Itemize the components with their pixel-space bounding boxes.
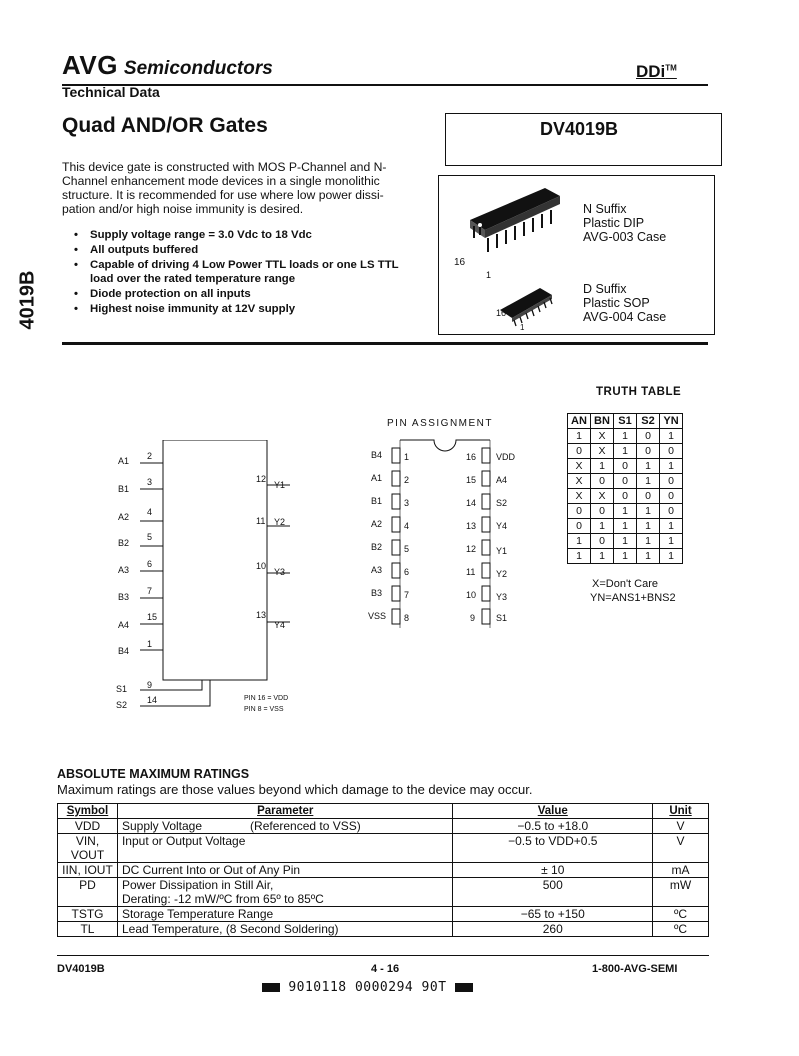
input-label-a2: A2 xyxy=(118,512,130,522)
table-cell: 0 xyxy=(614,489,637,504)
pin-num: 12 xyxy=(466,544,477,554)
trademark-mark: TM xyxy=(665,63,677,73)
pin-name: B1 xyxy=(371,496,383,506)
value-cell: −0.5 to +18.0 xyxy=(453,819,653,834)
package-suffix: N Suffix xyxy=(583,202,627,216)
pin-num: 1 xyxy=(147,639,153,649)
pin-name: B2 xyxy=(371,542,383,552)
table-row xyxy=(58,878,709,907)
brand-suffix: Semiconductors xyxy=(123,58,273,79)
column-header: Parameter xyxy=(117,804,453,819)
ddi-logo xyxy=(636,62,677,82)
pin-num: 5 xyxy=(404,544,410,554)
pin-num: 7 xyxy=(404,590,410,600)
parameter-cell: Input or Output Voltage xyxy=(117,834,453,863)
page-title: Quad AND/OR Gates xyxy=(62,114,268,137)
value-cell: −0.5 to VDD+0.5 xyxy=(453,834,653,863)
table-cell: 0 xyxy=(660,504,683,519)
section-label: Technical Data xyxy=(62,84,160,100)
brand-logo xyxy=(62,50,273,81)
unit-cell: mA xyxy=(653,863,709,878)
table-cell: 1 xyxy=(568,534,591,549)
column-header: Symbol xyxy=(58,804,118,819)
table-header-row xyxy=(58,804,709,819)
footer-phone: 1-800-AVG-SEMI xyxy=(592,963,678,975)
parameter-extra: (Referenced to VSS) xyxy=(250,819,361,833)
parameter-text: Supply Voltage xyxy=(121,819,203,833)
table-cell: 1 xyxy=(614,519,637,534)
barcode-line xyxy=(262,980,473,995)
feature-item: • Diode protection on all inputs xyxy=(74,287,404,301)
pin-name: A1 xyxy=(371,473,383,483)
table-cell: 0 xyxy=(568,504,591,519)
pin-num: 3 xyxy=(404,498,410,508)
feature-list xyxy=(74,228,404,317)
pin-num: 8 xyxy=(404,613,410,623)
table-cell: 1 xyxy=(568,429,591,444)
parameter-extra: Derating: -12 mW/ºC from 65º to 85ºC xyxy=(121,892,324,906)
package-case: AVG-003 Case xyxy=(583,230,667,244)
select-label-s2: S2 xyxy=(116,700,128,710)
pin-num: 1 xyxy=(404,452,410,462)
package-case: AVG-004 Case xyxy=(583,310,667,324)
table-cell: 1 xyxy=(614,534,637,549)
value-cell: 260 xyxy=(453,922,653,937)
pin-name: Y4 xyxy=(496,521,508,531)
table-cell: X xyxy=(568,489,591,504)
table-cell: 1 xyxy=(568,549,591,564)
power-note-vdd: PIN 16 = VDD xyxy=(244,695,289,702)
unit-cell: ºC xyxy=(653,907,709,922)
table-cell: 0 xyxy=(637,489,660,504)
table-cell: 1 xyxy=(614,429,637,444)
table-cell: 1 xyxy=(637,549,660,564)
dip-pin1-label: 1 xyxy=(486,270,492,280)
table-cell: X xyxy=(568,474,591,489)
symbol-cell: TSTG xyxy=(58,907,118,922)
input-label-b2: B2 xyxy=(118,538,130,548)
table-row xyxy=(568,474,683,489)
table-cell: X xyxy=(568,459,591,474)
barcode-text: 9010118 0000294 90T xyxy=(288,980,447,995)
pin-assignment-title: PIN ASSIGNMENT xyxy=(387,418,494,429)
section-rule xyxy=(62,342,708,345)
table-cell: 1 xyxy=(660,429,683,444)
pin-num: 6 xyxy=(404,567,410,577)
pin-name: A4 xyxy=(496,475,508,485)
table-cell: 1 xyxy=(591,549,614,564)
input-label-a3: A3 xyxy=(118,565,130,575)
parameter-cell xyxy=(117,878,453,907)
column-header: Value xyxy=(453,804,653,819)
column-header: Unit xyxy=(653,804,709,819)
pin-num: 4 xyxy=(404,521,410,531)
table-cell: 1 xyxy=(637,504,660,519)
pin-num: 15 xyxy=(147,612,158,622)
pin-name: VSS xyxy=(368,611,387,621)
pin-assignment-diagram xyxy=(390,438,500,634)
table-row xyxy=(58,907,709,922)
table-cell: 0 xyxy=(614,459,637,474)
pin-num: 2 xyxy=(147,451,153,461)
input-label-a4: A4 xyxy=(118,620,130,630)
pin-num: 4 xyxy=(147,507,153,517)
page-number: 4 - 16 xyxy=(371,963,400,975)
feature-item: • All outputs buffered xyxy=(74,243,404,257)
table-row xyxy=(58,819,709,834)
device-description: This device gate is constructed with MOS P-Channel and N-Channel enhancement mode devices in a single monolithic structure. It is recommended for use where low power dissi-pation and/or high noise immunity is desired. xyxy=(62,160,387,216)
table-row xyxy=(568,534,683,549)
pin-num: 13 xyxy=(466,521,477,531)
column-header: YN xyxy=(660,414,683,429)
table-cell: 1 xyxy=(637,459,660,474)
ratings-subtitle: Maximum ratings are those values beyond which damage to the device may occur. xyxy=(57,782,533,797)
table-cell: X xyxy=(591,489,614,504)
pin-name: Y1 xyxy=(496,546,508,556)
table-row xyxy=(568,429,683,444)
sop-pin16-label: 16 xyxy=(496,308,507,318)
pin-num: 12 xyxy=(256,474,267,484)
symbol-cell: TL xyxy=(58,922,118,937)
ratings-title: ABSOLUTE MAXIMUM RATINGS xyxy=(57,767,250,781)
output-label-y1: Y1 xyxy=(274,480,286,490)
pin-name: B3 xyxy=(371,588,383,598)
package-dip xyxy=(583,202,666,244)
table-row xyxy=(58,922,709,937)
unit-cell: V xyxy=(653,834,709,863)
symbol-cell: VDD xyxy=(58,819,118,834)
input-label-b3: B3 xyxy=(118,592,130,602)
pin-num: 2 xyxy=(404,475,410,485)
symbol-cell: VIN, VOUT xyxy=(58,834,118,863)
power-note-vss: PIN 8 = VSS xyxy=(244,706,284,713)
barcode-block xyxy=(262,983,280,992)
pin-num: 6 xyxy=(147,559,153,569)
parameter-cell: Lead Temperature, (8 Second Soldering) xyxy=(117,922,453,937)
table-row xyxy=(58,863,709,878)
table-cell: 0 xyxy=(660,474,683,489)
pin-num: 3 xyxy=(147,477,153,487)
table-cell: 0 xyxy=(591,474,614,489)
sop-package-image xyxy=(500,288,552,326)
pin-num: 16 xyxy=(466,452,477,462)
dip-pin16-label: 16 xyxy=(454,257,466,268)
unit-cell: ºC xyxy=(653,922,709,937)
part-number: DV4019B xyxy=(540,119,619,139)
unit-cell: mW xyxy=(653,878,709,907)
table-cell: 1 xyxy=(614,444,637,459)
parameter-cell xyxy=(117,819,453,834)
table-row xyxy=(568,549,683,564)
input-label-a1: A1 xyxy=(118,456,130,466)
side-tag-text: 4019B xyxy=(16,270,39,330)
pin-num: 15 xyxy=(466,475,477,485)
table-cell: 1 xyxy=(660,549,683,564)
truth-table xyxy=(567,413,683,564)
value-cell: −65 to +150 xyxy=(453,907,653,922)
pin-name: A3 xyxy=(371,565,383,575)
output-label-y2: Y2 xyxy=(274,517,286,527)
parameter-cell: DC Current Into or Out of Any Pin xyxy=(117,863,453,878)
footer-part-number: DV4019B xyxy=(57,963,105,975)
table-cell: 1 xyxy=(660,519,683,534)
table-row xyxy=(58,834,709,863)
package-illustrations xyxy=(450,180,575,330)
truth-table-note: X=Don't Care xyxy=(592,578,658,590)
table-cell: 1 xyxy=(660,459,683,474)
package-type: Plastic SOP xyxy=(583,296,650,310)
table-cell: 0 xyxy=(660,444,683,459)
ddi-logo-text: DDi xyxy=(636,62,666,81)
package-type: Plastic DIP xyxy=(583,216,645,230)
brand-name: AVG xyxy=(62,50,118,80)
table-cell: 1 xyxy=(660,534,683,549)
barcode-block xyxy=(455,983,473,992)
parameter-cell: Storage Temperature Range xyxy=(117,907,453,922)
ratings-table xyxy=(57,803,709,937)
footer-rule xyxy=(57,955,709,956)
value-cell: 500 xyxy=(453,878,653,907)
select-label-s1: S1 xyxy=(116,684,128,694)
symbol-cell: IIN, IOUT xyxy=(58,863,118,878)
side-tag xyxy=(0,255,56,345)
input-label-b4: B4 xyxy=(118,646,130,656)
table-cell: 0 xyxy=(568,444,591,459)
table-cell: 0 xyxy=(637,429,660,444)
table-cell: 0 xyxy=(591,534,614,549)
truth-table-equation: YN=ANS1+BNS2 xyxy=(590,592,676,604)
pin-num: 11 xyxy=(256,516,266,526)
symbol-cell: PD xyxy=(58,878,118,907)
pin-name: Y2 xyxy=(496,569,508,579)
table-cell: 1 xyxy=(591,459,614,474)
table-cell: 1 xyxy=(637,534,660,549)
table-cell: 1 xyxy=(637,474,660,489)
column-header: AN xyxy=(568,414,591,429)
column-header: S2 xyxy=(637,414,660,429)
unit-cell: V xyxy=(653,819,709,834)
pin-name: Y3 xyxy=(496,592,508,602)
table-cell: 0 xyxy=(660,489,683,504)
table-cell: 1 xyxy=(637,519,660,534)
pin-num: 13 xyxy=(256,610,267,620)
pin-name: A2 xyxy=(371,519,383,529)
feature-item: • Highest noise immunity at 12V supply xyxy=(74,302,404,316)
truth-table-title: TRUTH TABLE xyxy=(596,386,682,398)
pin-num: 9 xyxy=(147,680,153,690)
table-row xyxy=(568,459,683,474)
pin-num: 7 xyxy=(147,586,153,596)
column-header: BN xyxy=(591,414,614,429)
table-cell: 0 xyxy=(637,444,660,459)
pin-num: 5 xyxy=(147,532,153,542)
parameter-text: Power Dissipation in Still Air, xyxy=(121,878,274,892)
output-label-y3: Y3 xyxy=(274,567,286,577)
table-cell: X xyxy=(591,444,614,459)
pin-num: 10 xyxy=(256,561,267,571)
output-label-y4: Y4 xyxy=(274,620,286,630)
pin-name: B4 xyxy=(371,450,383,460)
table-cell: 0 xyxy=(591,504,614,519)
table-cell: X xyxy=(591,429,614,444)
table-cell: 0 xyxy=(614,474,637,489)
package-sop xyxy=(583,282,666,324)
value-cell: ± 10 xyxy=(453,863,653,878)
table-cell: 1 xyxy=(614,504,637,519)
pin-name: VDD xyxy=(496,452,516,462)
sop-pin1-label: 1 xyxy=(520,323,525,332)
table-cell: 1 xyxy=(591,519,614,534)
input-label-b1: B1 xyxy=(118,484,130,494)
table-row xyxy=(568,444,683,459)
table-header-row xyxy=(568,414,683,429)
feature-item: • Supply voltage range = 3.0 Vdc to 18 Vdc xyxy=(74,228,404,242)
table-cell: 0 xyxy=(568,519,591,534)
pin-num: 10 xyxy=(466,590,477,600)
pin-num: 14 xyxy=(147,695,158,705)
dip-package-image xyxy=(470,188,560,252)
table-row xyxy=(568,519,683,534)
table-row xyxy=(568,489,683,504)
pin-num: 14 xyxy=(466,498,477,508)
pin-name: S1 xyxy=(496,613,508,623)
package-suffix: D Suffix xyxy=(583,282,627,296)
pin-num: 11 xyxy=(466,567,476,577)
pin-num: 9 xyxy=(470,613,476,623)
table-cell: 1 xyxy=(614,549,637,564)
feature-item: • Capable of driving 4 Low Power TTL loads or one LS TTL load over the rated temperature range xyxy=(74,258,404,286)
pin-name: S2 xyxy=(496,498,508,508)
column-header: S1 xyxy=(614,414,637,429)
table-row xyxy=(568,504,683,519)
